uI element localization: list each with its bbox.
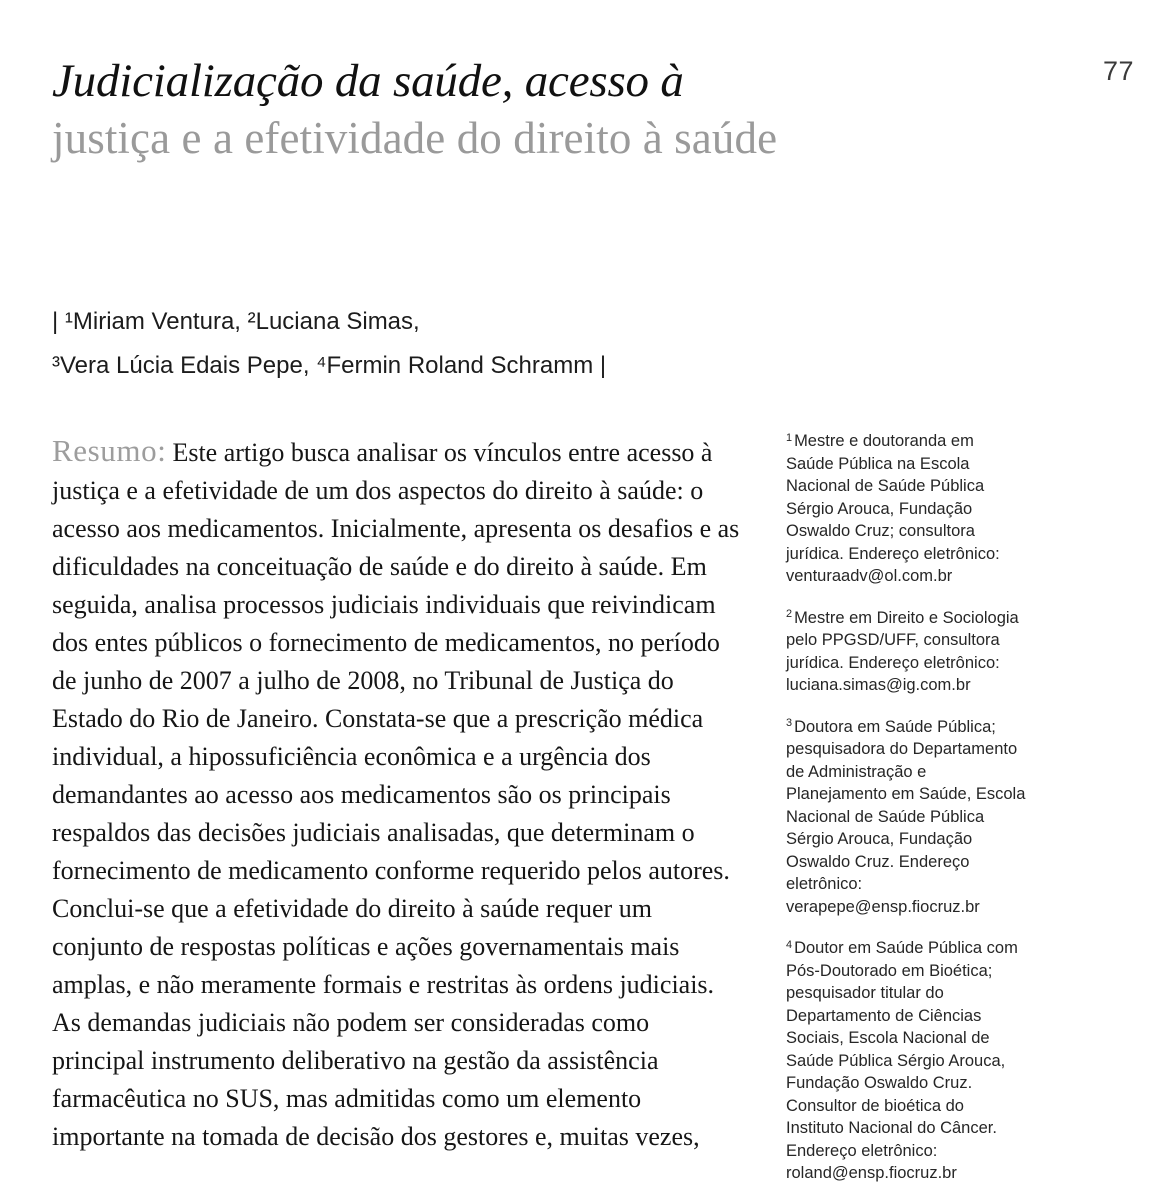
abstract-label: Resumo: (52, 433, 167, 468)
footnote-4 (786, 937, 1026, 1185)
article-title (52, 52, 1052, 166)
abstract-block (52, 432, 742, 1156)
footnote-sidebar (786, 430, 1026, 1185)
footnote-marker-1: 1 (786, 431, 793, 444)
page-number: 77 (1102, 56, 1134, 86)
footnote-3 (786, 716, 1026, 919)
footnote-1 (786, 430, 1026, 588)
footnote-text-4: Doutor em Saúde Pública com Pós-Doutorado em Bioética; pesquisador titular do Departamento de Ciências Sociais, Escola Nacional de Saúde Pública Sérgio Arouca, Fundação Oswaldo Cruz. Consultor de bioética do Instituto Nacional do Câncer. Endereço eletrônico: roland@ensp.fiocruz.br (786, 939, 1018, 1182)
title-line-secondary: justiça e a efetividade do direito à saúde (52, 113, 778, 163)
footnote-text-3: Doutora em Saúde Pública; pesquisadora do Departamento de Administração e Planejamento em Saúde, Escola Nacional de Saúde Pública Sérgio Arouca, Fundação Oswaldo Cruz. Endereço eletrônico: verapepe@ensp.fiocruz.br (786, 717, 1026, 916)
author-list (52, 300, 752, 388)
abstract-paragraph (52, 432, 742, 1156)
author-line-2: ³Vera Lúcia Edais Pepe, ⁴Fermin Roland Schramm | (52, 352, 607, 379)
footnote-text-2: Mestre em Direito e Sociologia pelo PPGSD/UFF, consultora jurídica. Endereço eletrônico: luciana.simas@ig.com.br (786, 608, 1019, 694)
footnote-text-1: Mestre e doutoranda em Saúde Pública na Escola Nacional de Saúde Pública Sérgio Arouca, Fundação Oswaldo Cruz; consultora jurídica. Endereço eletrônico: venturaadv@ol.com.br (786, 432, 1000, 585)
footnote-marker-2: 2 (786, 608, 793, 621)
title-line-primary: Judicialização da saúde, acesso à (52, 55, 684, 107)
footnote-marker-4: 4 (786, 938, 793, 951)
author-line-1: | ¹Miriam Ventura, ²Luciana Simas, (52, 308, 420, 335)
footnote-marker-3: 3 (786, 717, 793, 730)
footnote-2 (786, 607, 1026, 697)
abstract-text: Este artigo busca analisar os vínculos entre acesso à justiça e a efetividade de um dos aspectos do direito à saúde: o acesso aos medicamentos. Inicialmente, apresenta os desafios e as dificuldades na conceituação de saúde e do direito à saúde. Em seguida, analisa processos judiciais individuais que reivindicam dos entes públicos o fornecimento de medicamentos, no período de junho de 2007 a julho de 2008, no Tribunal de Justiça do Estado do Rio de Janeiro. Constata-se que a prescrição médica individual, a hipossuficiência econômica e a urgência dos demandantes ao acesso aos medicamentos são os principais respaldos das decisões judiciais analisadas, que determinam o fornecimento de medicamento conforme requerido pelos autores. Conclui-se que a efetividade do direito à saúde requer um conjunto de respostas políticas e ações governamentais mais amplas, e não meramente formais e restritas às ordens judiciais. As demandas judiciais não podem ser consideradas como principal instrumento deliberativo na gestão da assistência farmacêutica no SUS, mas admitidas como um elemento importante na tomada de decisão dos gestores e, muitas vezes, (52, 438, 740, 1151)
